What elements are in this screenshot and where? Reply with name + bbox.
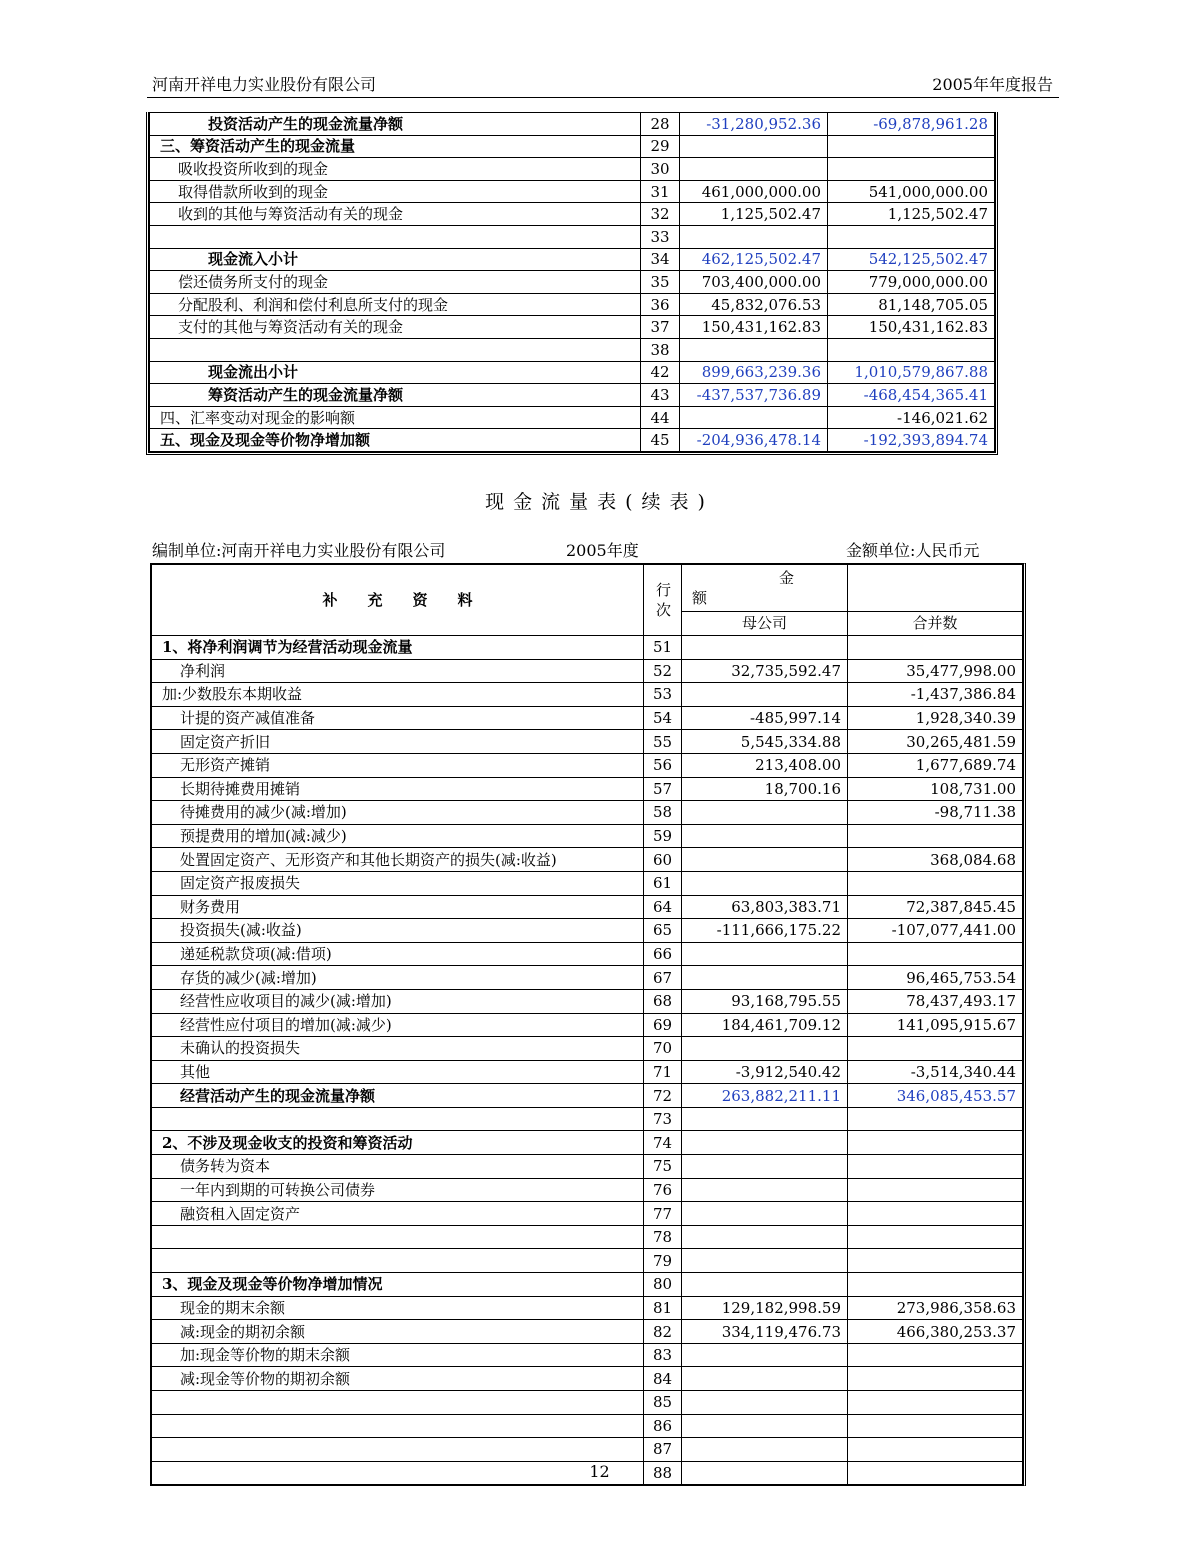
row-parent-amount: -204,936,478.14 <box>680 429 828 452</box>
row-line-number: 38 <box>641 338 680 361</box>
row-line-number: 83 <box>644 1343 682 1367</box>
row-line-number: 81 <box>644 1296 682 1320</box>
row-item-label <box>152 1414 644 1438</box>
row-consolidated-amount: -146,021.62 <box>828 406 995 429</box>
currency-unit: 金额单位:人民币元 <box>846 541 980 560</box>
row-consolidated-amount: 541,000,000.00 <box>828 180 995 203</box>
table-row <box>152 801 1023 825</box>
row-parent-amount <box>682 1367 848 1391</box>
row-parent-amount <box>682 1037 848 1061</box>
table-row <box>150 180 995 203</box>
financing-cashflow-table-frame <box>146 112 998 455</box>
row-line-number: 54 <box>644 706 682 730</box>
row-item-label: 一年内到期的可转换公司债券 <box>152 1178 644 1202</box>
row-consolidated-amount <box>828 158 995 181</box>
row-line-number: 72 <box>644 1084 682 1108</box>
row-parent-amount <box>682 824 848 848</box>
row-parent-amount: 899,663,239.36 <box>680 361 828 384</box>
row-parent-amount: 129,182,998.59 <box>682 1296 848 1320</box>
table-row <box>152 1343 1023 1367</box>
table-row <box>150 203 995 226</box>
row-line-number: 36 <box>641 293 680 316</box>
row-line-number: 43 <box>641 384 680 407</box>
row-consolidated-amount <box>848 636 1023 660</box>
row-parent-amount: 213,408.00 <box>682 753 848 777</box>
table-row <box>152 730 1023 754</box>
row-consolidated-amount <box>848 1414 1023 1438</box>
row-item-label: 三、筹资活动产生的现金流量 <box>150 135 641 158</box>
table-row <box>150 248 995 271</box>
table-row <box>152 1178 1023 1202</box>
row-line-number: 67 <box>644 966 682 990</box>
row-parent-amount: 184,461,709.12 <box>682 1013 848 1037</box>
row-line-number: 37 <box>641 316 680 339</box>
row-parent-amount <box>682 1414 848 1438</box>
header-line-no: 行次 <box>644 565 682 636</box>
row-consolidated-amount: -468,454,365.41 <box>828 384 995 407</box>
row-parent-amount: -3,912,540.42 <box>682 1060 848 1084</box>
row-consolidated-amount: -192,393,894.74 <box>828 429 995 452</box>
row-line-number: 75 <box>644 1155 682 1179</box>
row-item-label: 未确认的投资损失 <box>152 1037 644 1061</box>
row-consolidated-amount: 78,437,493.17 <box>848 989 1023 1013</box>
row-item-label <box>150 225 641 248</box>
table-row <box>152 777 1023 801</box>
row-parent-amount: 334,119,476.73 <box>682 1320 848 1344</box>
row-line-number: 61 <box>644 871 682 895</box>
row-consolidated-amount <box>848 1343 1023 1367</box>
row-line-number: 70 <box>644 1037 682 1061</box>
row-consolidated-amount <box>848 1249 1023 1273</box>
row-line-number: 32 <box>641 203 680 226</box>
row-consolidated-amount: 96,465,753.54 <box>848 966 1023 990</box>
row-item-label: 五、现金及现金等价物净增加额 <box>150 429 641 452</box>
row-item-label: 计提的资产减值准备 <box>152 706 644 730</box>
row-parent-amount: 461,000,000.00 <box>680 180 828 203</box>
row-parent-amount <box>682 1107 848 1131</box>
table-row <box>152 1037 1023 1061</box>
row-parent-amount: 45,832,076.53 <box>680 293 828 316</box>
row-line-number: 30 <box>641 158 680 181</box>
row-item-label: 净利润 <box>152 659 644 683</box>
row-line-number: 42 <box>641 361 680 384</box>
row-consolidated-amount: 368,084.68 <box>848 848 1023 872</box>
row-line-number: 88 <box>644 1461 682 1485</box>
table-row <box>152 1320 1023 1344</box>
table-row <box>152 659 1023 683</box>
row-parent-amount <box>682 1225 848 1249</box>
header-amount-top: 金 <box>778 568 794 587</box>
row-item-label: 减:现金的期初余额 <box>152 1320 644 1344</box>
row-item-label: 减:现金等价物的期初余额 <box>152 1367 644 1391</box>
row-parent-amount <box>682 1202 848 1226</box>
row-parent-amount <box>682 1155 848 1179</box>
row-consolidated-amount <box>848 1037 1023 1061</box>
row-consolidated-amount <box>848 1155 1023 1179</box>
row-line-number: 80 <box>644 1273 682 1297</box>
table-row <box>152 895 1023 919</box>
row-item-label: 收到的其他与筹资活动有关的现金 <box>150 203 641 226</box>
row-parent-amount: -485,997.14 <box>682 706 848 730</box>
row-consolidated-amount <box>848 1391 1023 1415</box>
row-line-number: 55 <box>644 730 682 754</box>
row-item-label <box>152 1249 644 1273</box>
row-item-label: 筹资活动产生的现金流量净额 <box>150 384 641 407</box>
table-row <box>152 848 1023 872</box>
row-consolidated-amount: -107,077,441.00 <box>848 919 1023 943</box>
table-row <box>150 271 995 294</box>
header-report-title: 2005年年度报告 <box>932 75 1053 94</box>
table-row <box>152 1131 1023 1155</box>
row-item-label: 四、汇率变动对现金的影响额 <box>150 406 641 429</box>
row-line-number: 71 <box>644 1060 682 1084</box>
row-line-number: 64 <box>644 895 682 919</box>
row-consolidated-amount: 72,387,845.45 <box>848 895 1023 919</box>
table-row <box>152 1155 1023 1179</box>
row-parent-amount <box>682 871 848 895</box>
table-row <box>150 225 995 248</box>
row-line-number: 77 <box>644 1202 682 1226</box>
row-consolidated-amount <box>848 1202 1023 1226</box>
header-amount-bottom: 额 <box>692 588 708 607</box>
table-row <box>152 1273 1023 1297</box>
row-item-label: 加:现金等价物的期末余额 <box>152 1343 644 1367</box>
row-item-label: 支付的其他与筹资活动有关的现金 <box>150 316 641 339</box>
row-item-label: 处置固定资产、无形资产和其他长期资产的损失(减:收益) <box>152 848 644 872</box>
row-line-number: 58 <box>644 801 682 825</box>
row-parent-amount <box>682 636 848 660</box>
row-line-number: 52 <box>644 659 682 683</box>
header-company: 河南开祥电力实业股份有限公司 <box>152 75 377 94</box>
row-line-number: 73 <box>644 1107 682 1131</box>
row-parent-amount: 703,400,000.00 <box>680 271 828 294</box>
row-consolidated-amount: 1,928,340.39 <box>848 706 1023 730</box>
row-item-label <box>152 1225 644 1249</box>
row-line-number: 28 <box>641 113 680 136</box>
row-item-label <box>152 1107 644 1131</box>
table-row <box>152 1107 1023 1131</box>
row-consolidated-amount: 1,010,579,867.88 <box>828 361 995 384</box>
row-consolidated-amount <box>848 1178 1023 1202</box>
row-parent-amount <box>680 158 828 181</box>
row-line-number: 69 <box>644 1013 682 1037</box>
row-parent-amount: 1,125,502.47 <box>680 203 828 226</box>
row-parent-amount: 18,700.16 <box>682 777 848 801</box>
row-parent-amount: 93,168,795.55 <box>682 989 848 1013</box>
row-item-label: 融资租入固定资产 <box>152 1202 644 1226</box>
row-line-number: 86 <box>644 1414 682 1438</box>
table-row <box>152 636 1023 660</box>
financing-cashflow-table <box>149 112 995 452</box>
header-amount-blank <box>848 565 1023 612</box>
row-item-label: 预提费用的增加(减:减少) <box>152 824 644 848</box>
row-line-number: 84 <box>644 1367 682 1391</box>
row-consolidated-amount <box>848 1107 1023 1131</box>
row-line-number: 31 <box>641 180 680 203</box>
table-row <box>152 966 1023 990</box>
row-item-label <box>150 338 641 361</box>
row-consolidated-amount: 273,986,358.63 <box>848 1296 1023 1320</box>
row-parent-amount: 263,882,211.11 <box>682 1084 848 1108</box>
header-rule <box>147 97 1059 98</box>
table-row <box>152 1202 1023 1226</box>
row-line-number: 76 <box>644 1178 682 1202</box>
row-item-label <box>152 1391 644 1415</box>
report-year: 2005年度 <box>566 541 639 560</box>
row-item-label: 财务费用 <box>152 895 644 919</box>
row-item-label: 吸收投资所收到的现金 <box>150 158 641 181</box>
row-consolidated-amount: 141,095,915.67 <box>848 1013 1023 1037</box>
row-consolidated-amount <box>848 871 1023 895</box>
row-line-number: 44 <box>641 406 680 429</box>
table-row <box>150 113 995 136</box>
table-row <box>152 1060 1023 1084</box>
row-parent-amount <box>682 801 848 825</box>
row-consolidated-amount: 150,431,162.83 <box>828 316 995 339</box>
row-parent-amount: 150,431,162.83 <box>680 316 828 339</box>
row-parent-amount <box>682 1273 848 1297</box>
row-item-label: 待摊费用的减少(减:增加) <box>152 801 644 825</box>
table-row <box>150 384 995 407</box>
row-consolidated-amount: 1,125,502.47 <box>828 203 995 226</box>
row-item-label: 债务转为资本 <box>152 1155 644 1179</box>
row-item-label: 递延税款贷项(减:借项) <box>152 942 644 966</box>
row-line-number: 53 <box>644 683 682 707</box>
table-row <box>150 293 995 316</box>
table-row <box>152 1296 1023 1320</box>
header-amount <box>682 565 848 612</box>
row-line-number: 82 <box>644 1320 682 1344</box>
row-item-label: 取得借款所收到的现金 <box>150 180 641 203</box>
row-consolidated-amount: -98,711.38 <box>848 801 1023 825</box>
row-consolidated-amount <box>828 135 995 158</box>
row-parent-amount <box>682 1343 848 1367</box>
table-row <box>152 1225 1023 1249</box>
table-row <box>152 1414 1023 1438</box>
row-parent-amount <box>682 1178 848 1202</box>
table-row <box>150 429 995 452</box>
row-parent-amount <box>682 1438 848 1462</box>
row-consolidated-amount: 779,000,000.00 <box>828 271 995 294</box>
table-row <box>152 683 1023 707</box>
row-parent-amount <box>682 848 848 872</box>
row-consolidated-amount: 108,731.00 <box>848 777 1023 801</box>
row-consolidated-amount: 1,677,689.74 <box>848 753 1023 777</box>
row-line-number: 57 <box>644 777 682 801</box>
header-item: 补 充 资 料 <box>152 565 644 636</box>
table-row <box>152 989 1023 1013</box>
table-row <box>152 942 1023 966</box>
row-item-label: 投资活动产生的现金流量净额 <box>150 113 641 136</box>
row-item-label: 经营性应收项目的减少(减:增加) <box>152 989 644 1013</box>
row-parent-amount <box>680 338 828 361</box>
row-consolidated-amount <box>848 942 1023 966</box>
row-line-number: 78 <box>644 1225 682 1249</box>
row-line-number: 60 <box>644 848 682 872</box>
table-row <box>152 1084 1023 1108</box>
table-row <box>152 824 1023 848</box>
row-consolidated-amount <box>828 225 995 248</box>
page-number: 12 <box>589 1462 610 1481</box>
row-item-label: 现金流入小计 <box>150 248 641 271</box>
table-row <box>152 1013 1023 1037</box>
supplement-title: 现金流量表(续表) <box>485 491 714 513</box>
row-item-label: 无形资产摊销 <box>152 753 644 777</box>
row-item-label: 经营性应付项目的增加(减:减少) <box>152 1013 644 1037</box>
table-row <box>152 1391 1023 1415</box>
row-line-number: 33 <box>641 225 680 248</box>
row-consolidated-amount: 466,380,253.37 <box>848 1320 1023 1344</box>
row-item-label: 其他 <box>152 1060 644 1084</box>
row-consolidated-amount <box>848 1273 1023 1297</box>
table-row <box>152 1249 1023 1273</box>
row-line-number: 56 <box>644 753 682 777</box>
row-parent-amount: 462,125,502.47 <box>680 248 828 271</box>
row-item-label: 存货的减少(减:增加) <box>152 966 644 990</box>
row-parent-amount <box>680 406 828 429</box>
row-item-label: 长期待摊费用摊销 <box>152 777 644 801</box>
row-item-label: 现金流出小计 <box>150 361 641 384</box>
row-parent-amount <box>682 966 848 990</box>
row-consolidated-amount: 542,125,502.47 <box>828 248 995 271</box>
row-parent-amount <box>682 1391 848 1415</box>
supplement-table <box>151 564 1023 1485</box>
row-parent-amount: -111,666,175.22 <box>682 919 848 943</box>
row-item-label: 3、现金及现金等价物净增加情况 <box>152 1273 644 1297</box>
table-row <box>152 1367 1023 1391</box>
row-consolidated-amount: -69,878,961.28 <box>828 113 995 136</box>
row-consolidated-amount <box>848 1225 1023 1249</box>
table-row <box>150 316 995 339</box>
row-parent-amount: 63,803,383.71 <box>682 895 848 919</box>
row-item-label: 2、不涉及现金收支的投资和筹资活动 <box>152 1131 644 1155</box>
row-item-label: 固定资产折旧 <box>152 730 644 754</box>
row-line-number: 66 <box>644 942 682 966</box>
table-row <box>152 753 1023 777</box>
table-row <box>150 361 995 384</box>
table-row <box>152 919 1023 943</box>
row-line-number: 51 <box>644 636 682 660</box>
row-item-label: 投资损失(减:收益) <box>152 919 644 943</box>
row-item-label: 固定资产报废损失 <box>152 871 644 895</box>
row-consolidated-amount <box>848 1438 1023 1462</box>
row-line-number: 45 <box>641 429 680 452</box>
header-parent-company: 母公司 <box>682 611 848 635</box>
row-consolidated-amount <box>828 338 995 361</box>
row-consolidated-amount: 346,085,453.57 <box>848 1084 1023 1108</box>
row-item-label: 现金的期末余额 <box>152 1296 644 1320</box>
row-item-label <box>152 1438 644 1462</box>
row-item-label: 经营活动产生的现金流量净额 <box>152 1084 644 1108</box>
row-parent-amount: 5,545,334.88 <box>682 730 848 754</box>
row-parent-amount <box>682 1131 848 1155</box>
row-line-number: 68 <box>644 989 682 1013</box>
row-line-number: 59 <box>644 824 682 848</box>
row-line-number: 87 <box>644 1438 682 1462</box>
row-line-number: 85 <box>644 1391 682 1415</box>
row-line-number: 79 <box>644 1249 682 1273</box>
table-row <box>150 406 995 429</box>
compiling-unit: 编制单位:河南开祥电力实业股份有限公司 <box>152 541 446 560</box>
row-parent-amount <box>682 942 848 966</box>
row-line-number: 35 <box>641 271 680 294</box>
row-consolidated-amount: -1,437,386.84 <box>848 683 1023 707</box>
row-line-number: 34 <box>641 248 680 271</box>
row-item-label: 偿还债务所支付的现金 <box>150 271 641 294</box>
table-row <box>152 871 1023 895</box>
row-parent-amount: -31,280,952.36 <box>680 113 828 136</box>
row-parent-amount: 32,735,592.47 <box>682 659 848 683</box>
table-row <box>150 158 995 181</box>
row-line-number: 29 <box>641 135 680 158</box>
supplement-table-frame <box>150 563 1026 1486</box>
row-item-label: 分配股利、利润和偿付利息所支付的现金 <box>150 293 641 316</box>
row-item-label: 加:少数股东本期收益 <box>152 683 644 707</box>
row-parent-amount <box>682 683 848 707</box>
row-parent-amount <box>680 135 828 158</box>
row-parent-amount <box>682 1249 848 1273</box>
table-row <box>152 706 1023 730</box>
table-row <box>150 135 995 158</box>
row-consolidated-amount <box>848 1367 1023 1391</box>
row-item-label: 1、将净利润调节为经营活动现金流量 <box>152 636 644 660</box>
row-consolidated-amount: 81,148,705.05 <box>828 293 995 316</box>
row-consolidated-amount <box>848 824 1023 848</box>
row-parent-amount: -437,537,736.89 <box>680 384 828 407</box>
row-parent-amount <box>680 225 828 248</box>
row-consolidated-amount: 35,477,998.00 <box>848 659 1023 683</box>
row-consolidated-amount: 30,265,481.59 <box>848 730 1023 754</box>
row-consolidated-amount: -3,514,340.44 <box>848 1060 1023 1084</box>
table-row <box>152 1438 1023 1462</box>
table-row <box>150 338 995 361</box>
row-line-number: 74 <box>644 1131 682 1155</box>
row-consolidated-amount <box>848 1131 1023 1155</box>
header-consolidated: 合并数 <box>848 611 1023 635</box>
row-line-number: 65 <box>644 919 682 943</box>
